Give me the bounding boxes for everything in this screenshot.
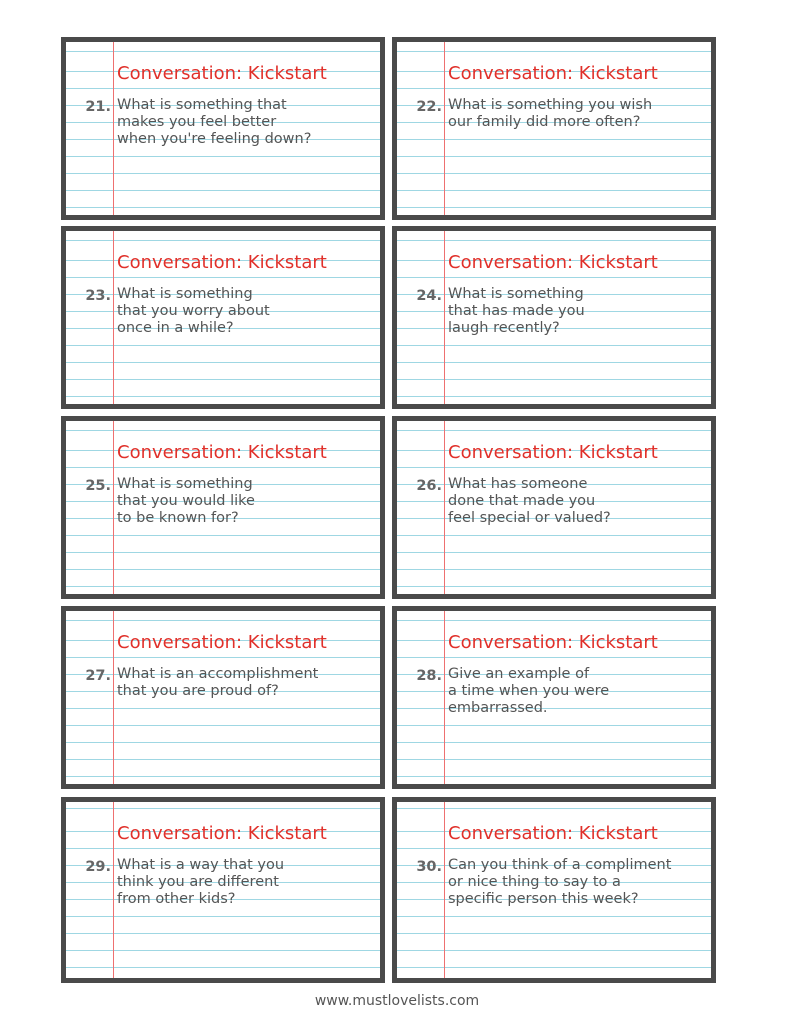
question-line: What is a way that you (117, 857, 285, 873)
card-27 (61, 606, 385, 789)
card-number: 24. (416, 288, 442, 304)
card-number: 26. (416, 478, 442, 494)
card-title: Conversation: Kickstart (448, 632, 658, 653)
card-title: Conversation: Kickstart (448, 442, 658, 463)
question-line: or nice thing to say to a (448, 874, 621, 890)
card-22 (392, 37, 716, 220)
card-24 (392, 226, 716, 409)
question-line: once in a while? (117, 320, 234, 336)
card-question (117, 857, 379, 908)
question-line: What is something (117, 476, 253, 492)
margin-line (113, 231, 114, 404)
card-number: 21. (85, 99, 111, 115)
card-number: 30. (416, 859, 442, 875)
card-number: 22. (416, 99, 442, 115)
question-line: What is something (448, 286, 584, 302)
question-line: What is something (117, 286, 253, 302)
card-number: 23. (85, 288, 111, 304)
margin-line (444, 611, 445, 784)
card-title: Conversation: Kickstart (117, 823, 327, 844)
question-line: from other kids? (117, 891, 236, 907)
question-line: What is an accomplishment (117, 666, 319, 682)
card-30 (392, 797, 716, 983)
question-line: think you are different (117, 874, 279, 890)
card-question (448, 97, 710, 131)
question-line: that you worry about (117, 303, 270, 319)
question-line: feel special or valued? (448, 510, 611, 526)
card-question (448, 666, 710, 717)
card-title: Conversation: Kickstart (117, 63, 327, 84)
card-title: Conversation: Kickstart (448, 823, 658, 844)
footer-website: www.mustlovelists.com (314, 993, 480, 1009)
question-line: that you would like (117, 493, 255, 509)
question-line: embarrassed. (448, 700, 548, 716)
card-number: 29. (85, 859, 111, 875)
question-line: when you're feeling down? (117, 131, 312, 147)
question-line: that has made you (448, 303, 585, 319)
margin-line (113, 802, 114, 978)
card-question (117, 666, 379, 700)
margin-line (444, 802, 445, 978)
question-line: to be known for? (117, 510, 239, 526)
question-line: our family did more often? (448, 114, 641, 130)
margin-line (113, 611, 114, 784)
question-line: What is something that (117, 97, 287, 113)
question-line: Give an example of (448, 666, 590, 682)
card-number: 25. (85, 478, 111, 494)
card-question (117, 286, 379, 337)
question-line: What is something you wish (448, 97, 653, 113)
card-title: Conversation: Kickstart (117, 252, 327, 273)
margin-line (444, 231, 445, 404)
question-line: a time when you were (448, 683, 610, 699)
card-21 (61, 37, 385, 220)
question-line: makes you feel better (117, 114, 277, 130)
card-question (448, 857, 710, 908)
question-line: done that made you (448, 493, 596, 509)
margin-line (113, 42, 114, 215)
card-title: Conversation: Kickstart (117, 442, 327, 463)
card-question (117, 476, 379, 527)
card-title: Conversation: Kickstart (448, 63, 658, 84)
card-question (448, 476, 710, 527)
card-title: Conversation: Kickstart (448, 252, 658, 273)
card-question (448, 286, 710, 337)
card-title: Conversation: Kickstart (117, 632, 327, 653)
card-29 (61, 797, 385, 983)
card-question (117, 97, 379, 148)
card-26 (392, 416, 716, 599)
card-number: 27. (85, 668, 111, 684)
card-25 (61, 416, 385, 599)
question-line: Can you think of a compliment (448, 857, 672, 873)
margin-line (444, 421, 445, 594)
question-line: laugh recently? (448, 320, 560, 336)
question-line: What has someone (448, 476, 588, 492)
card-number: 28. (416, 668, 442, 684)
margin-line (444, 42, 445, 215)
question-line: that you are proud of? (117, 683, 279, 699)
margin-line (113, 421, 114, 594)
card-23 (61, 226, 385, 409)
question-line: specific person this week? (448, 891, 639, 907)
card-28 (392, 606, 716, 789)
